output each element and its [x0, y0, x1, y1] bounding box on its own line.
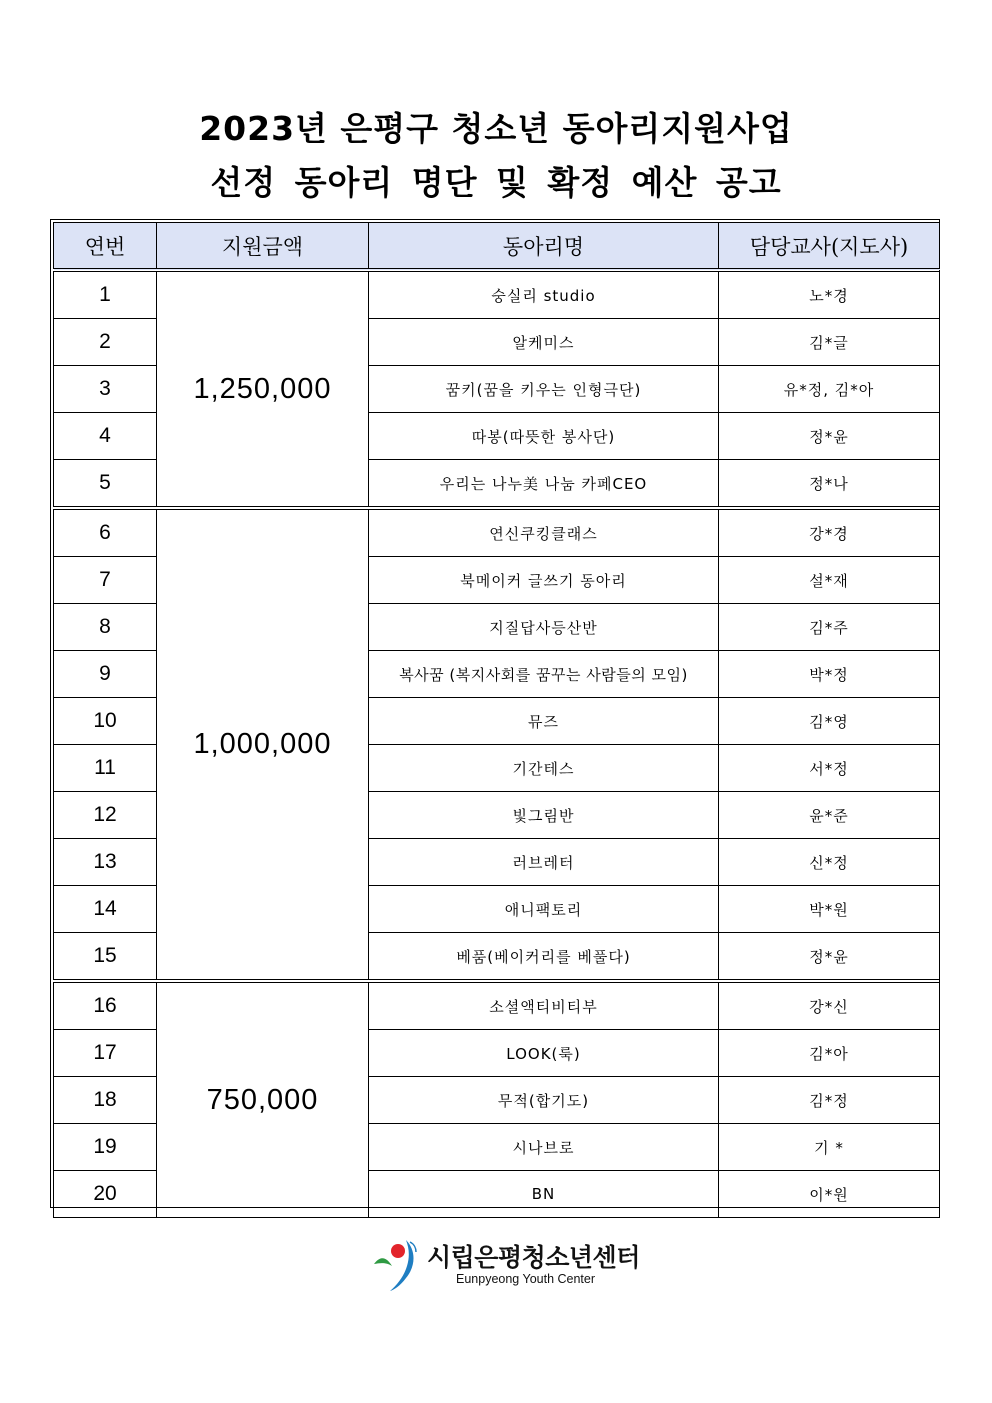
- row-number: 11: [54, 745, 157, 792]
- club-name: 알케미스: [369, 319, 719, 366]
- teacher-name: 기 *: [719, 1124, 940, 1171]
- row-number: 1: [54, 270, 157, 319]
- row-number: 15: [54, 933, 157, 982]
- club-name: 무적(합기도): [369, 1077, 719, 1124]
- support-amount: 1,250,000: [157, 270, 369, 508]
- header-club-name: 동아리명: [369, 223, 719, 271]
- club-name: BN: [369, 1171, 719, 1218]
- teacher-name: 설*재: [719, 557, 940, 604]
- teacher-name: 정*윤: [719, 933, 940, 982]
- club-name: 북메이커 글쓰기 동아리: [369, 557, 719, 604]
- logo-korean-name: 시립은평청소년센터: [427, 1243, 640, 1272]
- teacher-name: 김*아: [719, 1030, 940, 1077]
- club-name: 소셜액티비티부: [369, 981, 719, 1030]
- row-number: 6: [54, 508, 157, 557]
- teacher-name: 김*정: [719, 1077, 940, 1124]
- teacher-name: 노*경: [719, 270, 940, 319]
- row-number: 18: [54, 1077, 157, 1124]
- teacher-name: 박*원: [719, 886, 940, 933]
- table-row: [54, 981, 940, 1030]
- club-name: 지질답사등산반: [369, 604, 719, 651]
- teacher-name: 박*정: [719, 651, 940, 698]
- table-row: [54, 508, 940, 557]
- row-number: 4: [54, 413, 157, 460]
- club-name: 기간테스: [369, 745, 719, 792]
- footer-logo: [372, 1236, 640, 1292]
- club-list-table: [53, 222, 940, 1218]
- row-number: 7: [54, 557, 157, 604]
- teacher-name: 이*원: [719, 1171, 940, 1218]
- club-name: 우리는 나누美 나눔 카페CEO: [369, 460, 719, 509]
- teacher-name: 정*나: [719, 460, 940, 509]
- row-number: 3: [54, 366, 157, 413]
- club-name: 뮤즈: [369, 698, 719, 745]
- teacher-name: 유*정, 김*아: [719, 366, 940, 413]
- teacher-name: 정*윤: [719, 413, 940, 460]
- row-number: 13: [54, 839, 157, 886]
- youth-center-emblem-icon: [372, 1236, 422, 1292]
- row-number: 8: [54, 604, 157, 651]
- header-teacher: 담당교사(지도사): [719, 223, 940, 271]
- row-number: 2: [54, 319, 157, 366]
- club-name: 빛그림반: [369, 792, 719, 839]
- teacher-name: 서*정: [719, 745, 940, 792]
- club-name: 러브레터: [369, 839, 719, 886]
- club-name: 베품(베이커리를 베풀다): [369, 933, 719, 982]
- row-number: 14: [54, 886, 157, 933]
- club-name: 꿈키(꿈을 키우는 인형극단): [369, 366, 719, 413]
- row-number: 17: [54, 1030, 157, 1077]
- teacher-name: 신*정: [719, 839, 940, 886]
- teacher-name: 김*주: [719, 604, 940, 651]
- row-number: 5: [54, 460, 157, 509]
- club-name: 시나브로: [369, 1124, 719, 1171]
- header-number: 연번: [54, 223, 157, 271]
- row-number: 10: [54, 698, 157, 745]
- teacher-name: 김*영: [719, 698, 940, 745]
- table-row: [54, 270, 940, 319]
- club-name: 복사꿈 (복지사회를 꿈꾸는 사람들의 모임): [369, 651, 719, 698]
- row-number: 19: [54, 1124, 157, 1171]
- club-name: 숭실리 studio: [369, 270, 719, 319]
- support-amount: 1,000,000: [157, 508, 369, 981]
- club-name: LOOK(룩): [369, 1030, 719, 1077]
- teacher-name: 강*경: [719, 508, 940, 557]
- table-header-row: [54, 223, 940, 271]
- row-number: 9: [54, 651, 157, 698]
- logo-english-name: Eunpyeong Youth Center: [456, 1272, 596, 1286]
- club-name: 애니팩토리: [369, 886, 719, 933]
- club-name: 따봉(따뜻한 봉사단): [369, 413, 719, 460]
- row-number: 16: [54, 981, 157, 1030]
- support-amount: 750,000: [157, 981, 369, 1218]
- row-number: 12: [54, 792, 157, 839]
- teacher-name: 강*신: [719, 981, 940, 1030]
- teacher-name: 윤*준: [719, 792, 940, 839]
- document-title-line2: 선정 동아리 명단 및 확정 예산 공고: [210, 163, 782, 202]
- club-name: 연신쿠킹클래스: [369, 508, 719, 557]
- teacher-name: 김*글: [719, 319, 940, 366]
- document-title-line1: 2023년 은평구 청소년 동아리지원사업: [199, 109, 793, 148]
- header-amount: 지원금액: [157, 223, 369, 271]
- row-number: 20: [54, 1171, 157, 1218]
